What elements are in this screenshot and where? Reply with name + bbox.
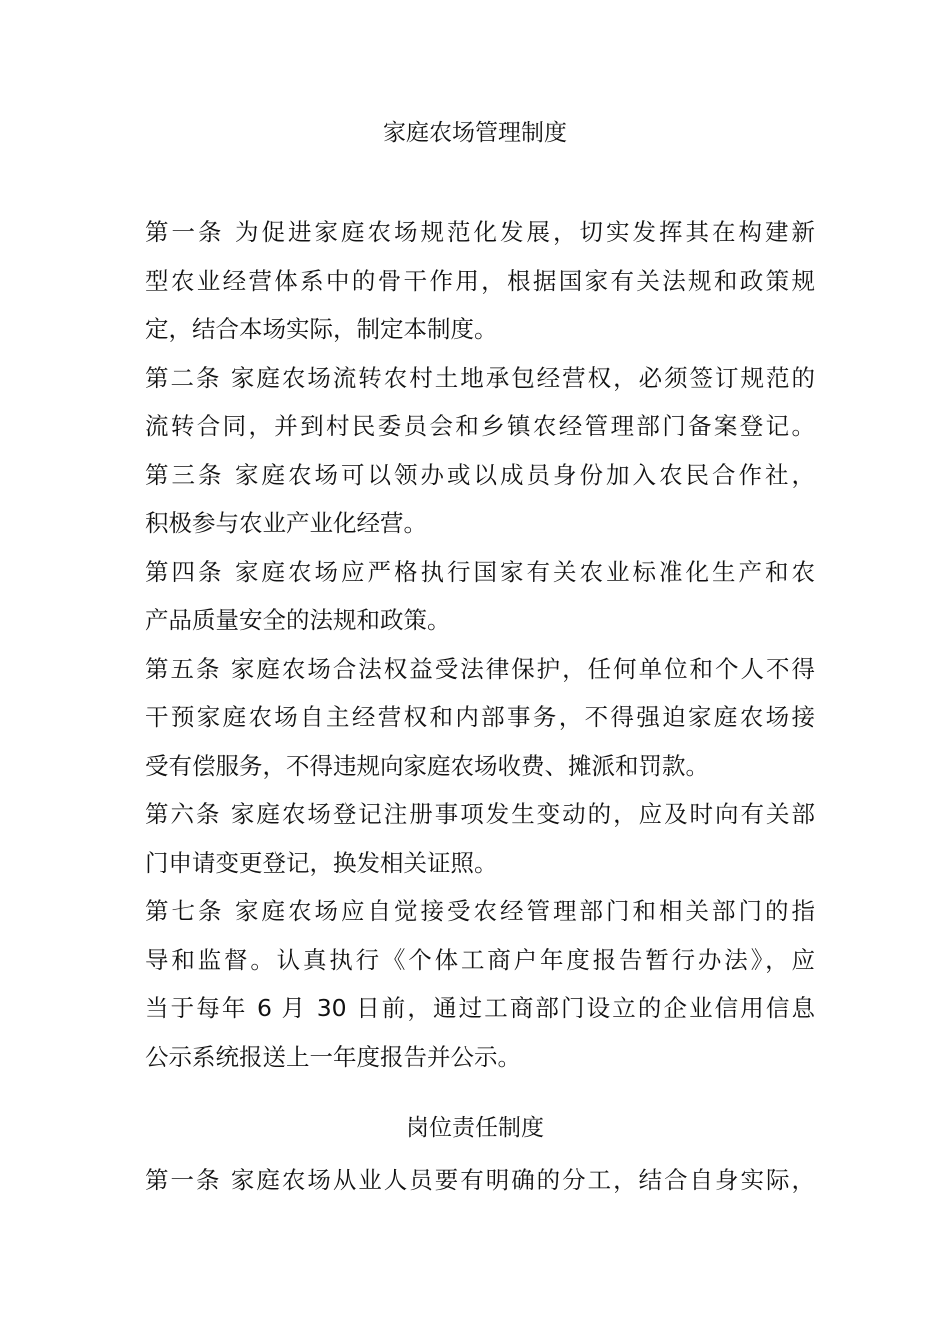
- article-4-line-2: 产品质量安全的法规和政策。: [145, 606, 451, 634]
- article-1: [145, 208, 815, 354]
- section-title: 岗位责任制度: [406, 1115, 544, 1141]
- article-list: [145, 208, 815, 1081]
- article-6: [145, 790, 815, 887]
- article-7-line-3: 当于每年 6 月 30 日前，通过工商部门设立的企业信用信息: [145, 994, 815, 1022]
- article-1-line-2: 型农业经营体系中的骨干作用，根据国家有关法规和政策规: [145, 266, 815, 295]
- article-3-line-2: 积极参与农业产业化经营。: [145, 509, 427, 537]
- article-7-line-4: 公示系统报送上一年度报告并公示。: [145, 1042, 521, 1071]
- article-3-line-1: 第三条 家庭农场可以领办或以成员身份加入农民合作社，: [145, 460, 815, 489]
- section-2-article-1-line-1: 第一条 家庭农场从业人员要有明确的分工，结合自身实际，: [145, 1166, 815, 1194]
- article-7-line-2: 导和监督。认真执行《个体工商户年度报告暂行办法》，应: [145, 945, 815, 974]
- article-2: [145, 354, 815, 451]
- article-6-line-1: 第六条 家庭农场登记注册事项发生变动的，应及时向有关部: [145, 800, 815, 828]
- article-3: [145, 451, 815, 548]
- article-2-line-2: 流转合同，并到村民委员会和乡镇农经管理部门备案登记。: [145, 412, 815, 440]
- article-1-line-3: 定，结合本场实际，制定本制度。: [145, 315, 498, 343]
- document-title: 家庭农场管理制度: [383, 120, 567, 146]
- article-7: [145, 887, 815, 1081]
- article-7-line-1: 第七条 家庭农场应自觉接受农经管理部门和相关部门的指: [145, 897, 815, 925]
- article-5-line-3: 受有偿服务，不得违规向家庭农场收费、摊派和罚款。: [145, 751, 709, 780]
- article-4-line-1: 第四条 家庭农场应严格执行国家有关农业标准化生产和农: [145, 557, 815, 586]
- article-6-line-2: 门申请变更登记，换发相关证照。: [145, 848, 498, 877]
- article-5: [145, 645, 815, 791]
- section-2-body: [145, 1156, 815, 1205]
- article-1-line-1: 第一条 为促进家庭农场规范化发展，切实发挥其在构建新: [145, 218, 815, 246]
- article-5-line-2: 干预家庭农场自主经营权和内部事务，不得强迫家庭农场接: [145, 703, 815, 731]
- article-5-line-1: 第五条 家庭农场合法权益受法律保护，任何单位和个人不得: [145, 654, 815, 683]
- article-4: [145, 548, 815, 645]
- article-2-line-1: 第二条 家庭农场流转农村土地承包经营权，必须签订规范的: [145, 363, 815, 392]
